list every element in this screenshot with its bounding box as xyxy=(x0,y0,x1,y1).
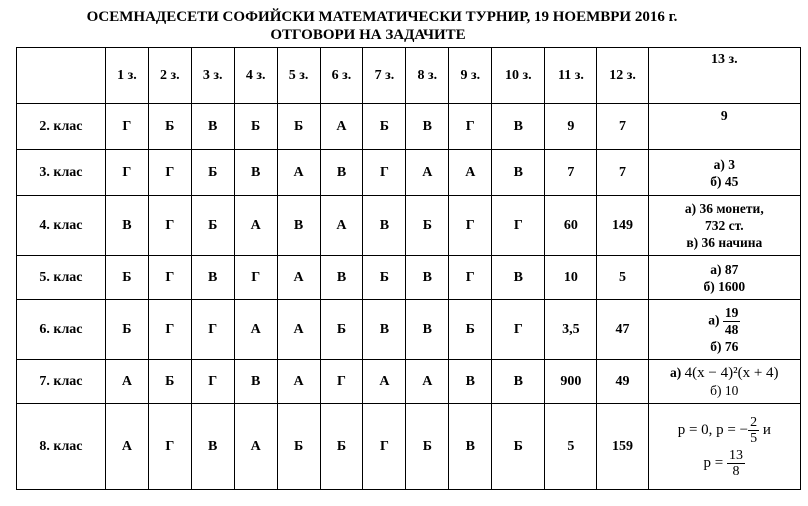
answer-line: б) 10 xyxy=(710,383,739,398)
math-expression: и xyxy=(759,421,771,438)
answer-cell: Г xyxy=(449,196,492,256)
header-cell: 7 з. xyxy=(363,48,406,104)
header-cell: 13 з. xyxy=(648,48,800,104)
answer-13-cell xyxy=(648,404,800,490)
table-row xyxy=(17,360,801,404)
header-cell: 8 з. xyxy=(406,48,449,104)
answer-cell: В xyxy=(234,150,277,196)
answer-cell: Г xyxy=(148,150,191,196)
answer-cell: Б xyxy=(277,104,320,150)
answer-cell: Б xyxy=(406,196,449,256)
answer-cell: 10 xyxy=(545,256,597,300)
table-row xyxy=(17,256,801,300)
header-cell: 4 з. xyxy=(234,48,277,104)
grade-label: 8. клас xyxy=(17,404,106,490)
answer-cell: В xyxy=(320,150,363,196)
fraction-denominator: 8 xyxy=(732,463,740,479)
answer-13-cell xyxy=(648,196,800,256)
page-title: ОСЕМНАДЕСЕТИ СОФИЙСКИ МАТЕМАТИЧЕСКИ ТУРНИР, 19 НОЕМВРИ 2016 г. xyxy=(86,9,678,25)
answer-cell: А xyxy=(105,404,148,490)
answer-cell: А xyxy=(449,150,492,196)
answer-cell: Г xyxy=(148,256,191,300)
answer-line: в) 36 начина xyxy=(686,235,763,250)
answer-line xyxy=(649,305,800,338)
answer-cell: Г xyxy=(148,300,191,360)
answer-13-cell xyxy=(648,360,800,404)
answer-cell: В xyxy=(492,360,545,404)
answer-cell: В xyxy=(406,256,449,300)
header-cell: 5 з. xyxy=(277,48,320,104)
answer-cell: В xyxy=(191,404,234,490)
answer-13-cell xyxy=(648,300,800,360)
header-cell: 1 з. xyxy=(105,48,148,104)
answer-cell: А xyxy=(363,360,406,404)
answer-cell: 7 xyxy=(597,104,648,150)
answer-cell: 60 xyxy=(545,196,597,256)
answer-cell: В xyxy=(191,104,234,150)
fraction-denominator: 48 xyxy=(724,321,739,337)
math-expression: p = xyxy=(703,454,728,471)
answer-cell: 3,5 xyxy=(545,300,597,360)
answer-cell: Г xyxy=(492,196,545,256)
answer-line: а) 87 xyxy=(710,261,739,277)
answer-cell: В xyxy=(105,196,148,256)
answer-cell: А xyxy=(320,104,363,150)
header-cell: 10 з. xyxy=(492,48,545,104)
answer-cell: 900 xyxy=(545,360,597,404)
answer-cell: 159 xyxy=(597,404,648,490)
answer-line: б) 1600 xyxy=(703,278,746,294)
answer-cell: В xyxy=(449,360,492,404)
answer-cell: Г xyxy=(191,300,234,360)
answer-cell: В xyxy=(363,196,406,256)
answer-cell: Б xyxy=(277,404,320,490)
corner-cell xyxy=(17,48,106,104)
grade-label: 7. клас xyxy=(17,360,106,404)
header-cell: 6 з. xyxy=(320,48,363,104)
header-cell: 2 з. xyxy=(148,48,191,104)
answer-cell: Б xyxy=(449,300,492,360)
answer-cell: В xyxy=(449,404,492,490)
answer-line: 732 ст. xyxy=(704,218,744,233)
answer-cell: 9 xyxy=(545,104,597,150)
table-row xyxy=(17,104,801,150)
header-row xyxy=(17,48,801,104)
header-cell: 12 з. xyxy=(597,48,648,104)
answer-line: б) 76 xyxy=(710,338,739,354)
fraction xyxy=(727,448,745,479)
grade-label: 2. клас xyxy=(17,104,106,150)
math-expression: p = 0, p = − xyxy=(677,421,749,438)
grade-label: 3. клас xyxy=(17,150,106,196)
grade-label: 5. клас xyxy=(17,256,106,300)
table-row xyxy=(17,196,801,256)
fraction xyxy=(723,305,741,338)
answer-cell: Б xyxy=(406,404,449,490)
answer-cell: Г xyxy=(363,150,406,196)
answer-cell: Б xyxy=(320,404,363,490)
answer-line xyxy=(649,415,800,446)
answer-cell: Б xyxy=(363,256,406,300)
answer-13-cell xyxy=(648,104,800,150)
answer-cell: В xyxy=(234,360,277,404)
answer-cell: 7 xyxy=(545,150,597,196)
answer-cell: 7 xyxy=(597,150,648,196)
answer-cell: Б xyxy=(234,104,277,150)
answer-cell: Б xyxy=(191,150,234,196)
answer-cell: Г xyxy=(363,404,406,490)
answer-cell: Б xyxy=(492,404,545,490)
answer-cell: Г xyxy=(148,196,191,256)
header-cell: 3 з. xyxy=(191,48,234,104)
fraction-numerator: 2 xyxy=(750,414,758,430)
answer-cell: В xyxy=(492,256,545,300)
answer-line: а) 36 монети, xyxy=(684,201,764,216)
answer-cell: Б xyxy=(105,300,148,360)
answer-cell: А xyxy=(406,150,449,196)
answer-line: б) 45 xyxy=(710,173,739,189)
header-cell: 9 з. xyxy=(449,48,492,104)
answer-cell: В xyxy=(492,104,545,150)
answer-line xyxy=(649,448,800,479)
answer-cell: А xyxy=(277,360,320,404)
header-cell: 11 з. xyxy=(545,48,597,104)
answer-cell: Б xyxy=(320,300,363,360)
answer-cell: 5 xyxy=(597,256,648,300)
answer-cell: А xyxy=(234,404,277,490)
answer-cell: В xyxy=(406,104,449,150)
grade-label: 4. клас xyxy=(17,196,106,256)
answer-cell: А xyxy=(277,300,320,360)
answer-cell: А xyxy=(277,150,320,196)
answer-cell: Г xyxy=(492,300,545,360)
answer-cell: Г xyxy=(449,104,492,150)
answer-prefix: а) xyxy=(670,365,682,380)
answer-cell: Г xyxy=(191,360,234,404)
answer-cell: Г xyxy=(320,360,363,404)
answer-cell: 49 xyxy=(597,360,648,404)
answer-line xyxy=(649,364,800,382)
answer-cell: 5 xyxy=(545,404,597,490)
fraction-numerator: 13 xyxy=(729,447,744,463)
answer-cell: А xyxy=(406,360,449,404)
answer-cell: В xyxy=(277,196,320,256)
fraction-numerator: 19 xyxy=(724,304,739,320)
answer-cell: А xyxy=(234,196,277,256)
table-row xyxy=(17,300,801,360)
answer-13-cell xyxy=(648,150,800,196)
answer-cell: В xyxy=(320,256,363,300)
fraction-denominator: 5 xyxy=(750,430,758,446)
answer-cell: В xyxy=(363,300,406,360)
answer-cell: 47 xyxy=(597,300,648,360)
answer-cell: А xyxy=(277,256,320,300)
answers-table xyxy=(16,47,801,490)
answer-cell: Г xyxy=(105,150,148,196)
table-row xyxy=(17,404,801,490)
answer-cell: 149 xyxy=(597,196,648,256)
answer-cell: Б xyxy=(148,104,191,150)
answer-cell: В xyxy=(406,300,449,360)
answer-cell: Г xyxy=(234,256,277,300)
answer-13-cell xyxy=(648,256,800,300)
answer-line: 9 xyxy=(720,108,728,123)
fraction xyxy=(748,415,759,446)
answer-line: а) 3 xyxy=(713,156,735,172)
answer-cell: Б xyxy=(148,360,191,404)
answer-cell: В xyxy=(492,150,545,196)
page-subtitle: ОТГОВОРИ НА ЗАДАЧИТЕ xyxy=(270,27,466,43)
answer-cell: В xyxy=(191,256,234,300)
answer-prefix: а) xyxy=(708,312,720,328)
answer-cell: Г xyxy=(449,256,492,300)
answer-cell: Г xyxy=(105,104,148,150)
grade-label: 6. клас xyxy=(17,300,106,360)
answer-cell: Б xyxy=(105,256,148,300)
table-row xyxy=(17,150,801,196)
answer-cell: Б xyxy=(363,104,406,150)
math-expression: 4(x − 4)²(x + 4) xyxy=(684,365,779,381)
answer-cell: Б xyxy=(191,196,234,256)
answer-cell: А xyxy=(105,360,148,404)
answer-cell: А xyxy=(320,196,363,256)
answer-cell: А xyxy=(234,300,277,360)
answer-cell: Г xyxy=(148,404,191,490)
